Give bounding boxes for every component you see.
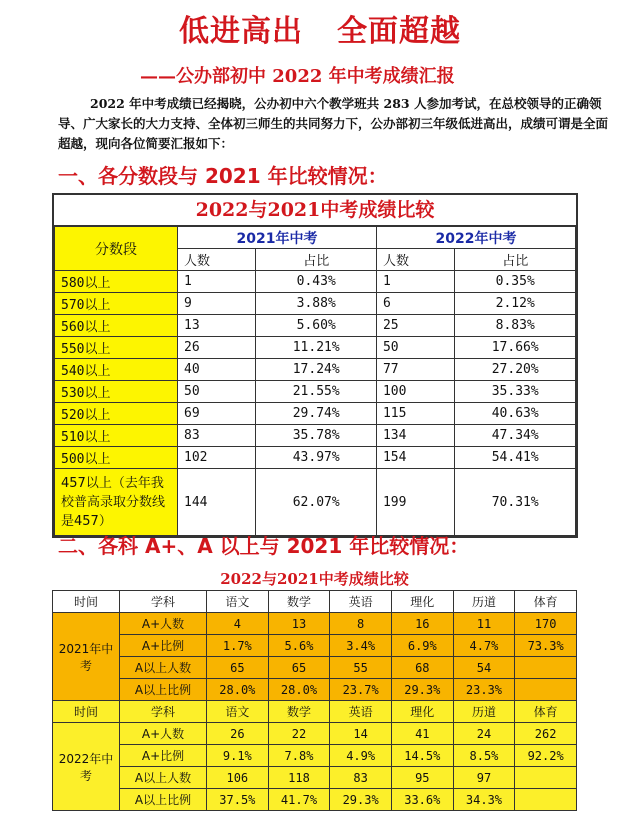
subject-column-header: 语文	[207, 591, 269, 613]
count-2021-cell: 144	[178, 469, 256, 536]
metric-value-cell: 8	[330, 613, 392, 635]
ratio-2021-cell: 21.55%	[256, 381, 377, 403]
ratio-2022-cell: 47.34%	[455, 425, 576, 447]
metric-value-cell: 11	[453, 613, 515, 635]
section1-heading: 一、各分数段与 2021 年比较情况：	[58, 164, 388, 188]
metric-value-cell: 97	[453, 767, 515, 789]
metric-value-cell: 37.5%	[207, 789, 269, 811]
count-2021-cell: 1	[178, 271, 256, 293]
metric-value-cell: 3.4%	[330, 635, 392, 657]
table2-grid	[52, 590, 577, 811]
count-2021-cell: 69	[178, 403, 256, 425]
subject-column-header: 体育	[515, 591, 577, 613]
score-band-cell: 530以上	[55, 381, 178, 403]
table-row	[53, 635, 577, 657]
year-label-cell: 2021年中考	[53, 613, 120, 701]
metric-value-cell: 13	[268, 613, 330, 635]
ratio-2022-cell: 27.20%	[455, 359, 576, 381]
metric-label-cell: A以上比例	[120, 789, 207, 811]
metric-value-cell: 95	[391, 767, 453, 789]
table-row	[55, 425, 576, 447]
table-row	[53, 613, 577, 635]
ratio-2021-cell: 5.60%	[256, 315, 377, 337]
metric-label-cell: A以上比例	[120, 679, 207, 701]
metric-value-cell: 83	[330, 767, 392, 789]
score-band-cell: 510以上	[55, 425, 178, 447]
score-band-cell: 570以上	[55, 293, 178, 315]
metric-value-cell: 118	[268, 767, 330, 789]
count-header-2022: 人数	[376, 249, 454, 271]
score-band-cell: 520以上	[55, 403, 178, 425]
year2022-header: 2022年中考	[376, 227, 575, 249]
metric-value-cell	[515, 789, 577, 811]
metric-value-cell: 4.7%	[453, 635, 515, 657]
metric-value-cell: 33.6%	[391, 789, 453, 811]
subject-column-header: 理化	[391, 591, 453, 613]
ratio-2022-cell: 54.41%	[455, 447, 576, 469]
count-2022-cell: 77	[376, 359, 454, 381]
ratio-2022-cell: 70.31%	[455, 469, 576, 536]
count-2022-cell: 154	[376, 447, 454, 469]
subject-column-header: 英语	[330, 701, 392, 723]
metric-value-cell: 41.7%	[268, 789, 330, 811]
metric-value-cell: 55	[330, 657, 392, 679]
table-row	[55, 315, 576, 337]
page-title	[0, 6, 640, 50]
metric-label-cell: A+人数	[120, 613, 207, 635]
count-2021-cell: 83	[178, 425, 256, 447]
metric-value-cell: 14	[330, 723, 392, 745]
subject-grade-table	[52, 568, 577, 830]
table-row	[55, 469, 576, 536]
table1-grid	[54, 226, 576, 536]
count-2021-cell: 26	[178, 337, 256, 359]
table-row	[53, 767, 577, 789]
year2021-header: 2021年中考	[178, 227, 377, 249]
ratio-2022-cell: 35.33%	[455, 381, 576, 403]
table-row	[55, 293, 576, 315]
table-row	[53, 723, 577, 745]
table2-title: 2022与2021中考成绩比较	[52, 568, 577, 590]
metric-label-cell: A+比例	[120, 745, 207, 767]
score-band-cell: 560以上	[55, 315, 178, 337]
count-2022-cell: 6	[376, 293, 454, 315]
score-band-cell: 457以上（去年我校普高录取分数线是457）	[55, 469, 178, 536]
subject-header: 学科	[120, 701, 207, 723]
ratio-2022-cell: 0.35%	[455, 271, 576, 293]
metric-value-cell: 54	[453, 657, 515, 679]
time-header: 时间	[53, 591, 120, 613]
metric-value-cell: 106	[207, 767, 269, 789]
ratio-header-2022: 占比	[455, 249, 576, 271]
score-band-table	[52, 193, 578, 538]
score-band-cell: 500以上	[55, 447, 178, 469]
subject-column-header: 历道	[453, 591, 515, 613]
metric-value-cell: 6.9%	[391, 635, 453, 657]
table-row	[55, 447, 576, 469]
metric-value-cell: 4.9%	[330, 745, 392, 767]
metric-value-cell: 26	[207, 723, 269, 745]
title-left: 低进高出	[179, 14, 303, 49]
subject-column-header: 数学	[268, 701, 330, 723]
count-2022-cell: 50	[376, 337, 454, 359]
metric-value-cell: 9.1%	[207, 745, 269, 767]
count-2021-cell: 9	[178, 293, 256, 315]
ratio-2021-cell: 0.43%	[256, 271, 377, 293]
metric-value-cell: 92.2%	[515, 745, 577, 767]
metric-value-cell: 28.0%	[207, 679, 269, 701]
metric-value-cell: 73.3%	[515, 635, 577, 657]
ratio-2021-cell: 43.97%	[256, 447, 377, 469]
subject-column-header: 体育	[515, 701, 577, 723]
ratio-2021-cell: 11.21%	[256, 337, 377, 359]
count-2022-cell: 1	[376, 271, 454, 293]
metric-value-cell	[515, 657, 577, 679]
metric-value-cell: 262	[515, 723, 577, 745]
metric-value-cell: 41	[391, 723, 453, 745]
ratio-2022-cell: 17.66%	[455, 337, 576, 359]
metric-value-cell: 14.5%	[391, 745, 453, 767]
metric-value-cell: 16	[391, 613, 453, 635]
metric-value-cell: 5.6%	[268, 635, 330, 657]
metric-label-cell: A+人数	[120, 723, 207, 745]
score-band-header: 分数段	[55, 227, 178, 271]
metric-value-cell: 28.0%	[268, 679, 330, 701]
metric-value-cell: 1.7%	[207, 635, 269, 657]
metric-value-cell: 170	[515, 613, 577, 635]
intro-paragraph: 2022 年中考成绩已经揭晓，公办初中六个教学班共 283 人参加考试，在总校领导的正确领导、广大家长的大力支持、全体初三师生的共同努力下，公办部初三年级低进高出，成绩可谓是全面超越，现向各位简要汇报如下：	[58, 96, 609, 151]
table-row	[55, 337, 576, 359]
subject-column-header: 英语	[330, 591, 392, 613]
metric-value-cell: 65	[207, 657, 269, 679]
count-2022-cell: 199	[376, 469, 454, 536]
section2-heading: 二、各科 A+、A 以上与 2021 年比较情况：	[58, 534, 470, 558]
metric-value-cell: 22	[268, 723, 330, 745]
table-row	[55, 403, 576, 425]
metric-value-cell: 68	[391, 657, 453, 679]
table-row	[55, 381, 576, 403]
metric-value-cell: 29.3%	[330, 789, 392, 811]
table-header-row	[53, 591, 577, 613]
subject-column-header: 理化	[391, 701, 453, 723]
score-band-cell: 550以上	[55, 337, 178, 359]
metric-label-cell: A以上人数	[120, 767, 207, 789]
metric-value-cell: 29.3%	[391, 679, 453, 701]
ratio-2021-cell: 62.07%	[256, 469, 377, 536]
metric-value-cell: 23.3%	[453, 679, 515, 701]
table-row	[55, 359, 576, 381]
subject-column-header: 语文	[207, 701, 269, 723]
ratio-header-2021: 占比	[256, 249, 377, 271]
table-header-row	[53, 701, 577, 723]
metric-label-cell: A以上人数	[120, 657, 207, 679]
table-row	[53, 745, 577, 767]
count-2021-cell: 40	[178, 359, 256, 381]
metric-value-cell	[515, 679, 577, 701]
metric-value-cell: 24	[453, 723, 515, 745]
ratio-2022-cell: 8.83%	[455, 315, 576, 337]
metric-value-cell: 65	[268, 657, 330, 679]
table-row	[53, 679, 577, 701]
count-2022-cell: 134	[376, 425, 454, 447]
time-header: 时间	[53, 701, 120, 723]
metric-value-cell: 8.5%	[453, 745, 515, 767]
subject-column-header: 数学	[268, 591, 330, 613]
ratio-2022-cell: 40.63%	[455, 403, 576, 425]
ratio-2021-cell: 29.74%	[256, 403, 377, 425]
table1-title: 2022与2021中考成绩比较	[54, 195, 576, 226]
metric-value-cell: 23.7%	[330, 679, 392, 701]
ratio-2021-cell: 3.88%	[256, 293, 377, 315]
metric-value-cell: 34.3%	[453, 789, 515, 811]
count-2022-cell: 100	[376, 381, 454, 403]
metric-value-cell	[515, 767, 577, 789]
metric-value-cell: 4	[207, 613, 269, 635]
title-right: 全面超越	[337, 14, 461, 49]
count-2022-cell: 25	[376, 315, 454, 337]
count-header-2021: 人数	[178, 249, 256, 271]
count-2021-cell: 13	[178, 315, 256, 337]
table-row	[55, 271, 576, 293]
score-band-cell: 580以上	[55, 271, 178, 293]
subject-column-header: 历道	[453, 701, 515, 723]
metric-value-cell: 7.8%	[268, 745, 330, 767]
count-2021-cell: 50	[178, 381, 256, 403]
subject-header: 学科	[120, 591, 207, 613]
count-2021-cell: 102	[178, 447, 256, 469]
table-row	[53, 657, 577, 679]
metric-label-cell: A+比例	[120, 635, 207, 657]
score-band-cell: 540以上	[55, 359, 178, 381]
ratio-2021-cell: 17.24%	[256, 359, 377, 381]
subtitle: ——公办部初中 2022 年中考成绩汇报	[140, 66, 455, 87]
year-label-cell: 2022年中考	[53, 723, 120, 811]
ratio-2022-cell: 2.12%	[455, 293, 576, 315]
table-row	[53, 789, 577, 811]
count-2022-cell: 115	[376, 403, 454, 425]
ratio-2021-cell: 35.78%	[256, 425, 377, 447]
